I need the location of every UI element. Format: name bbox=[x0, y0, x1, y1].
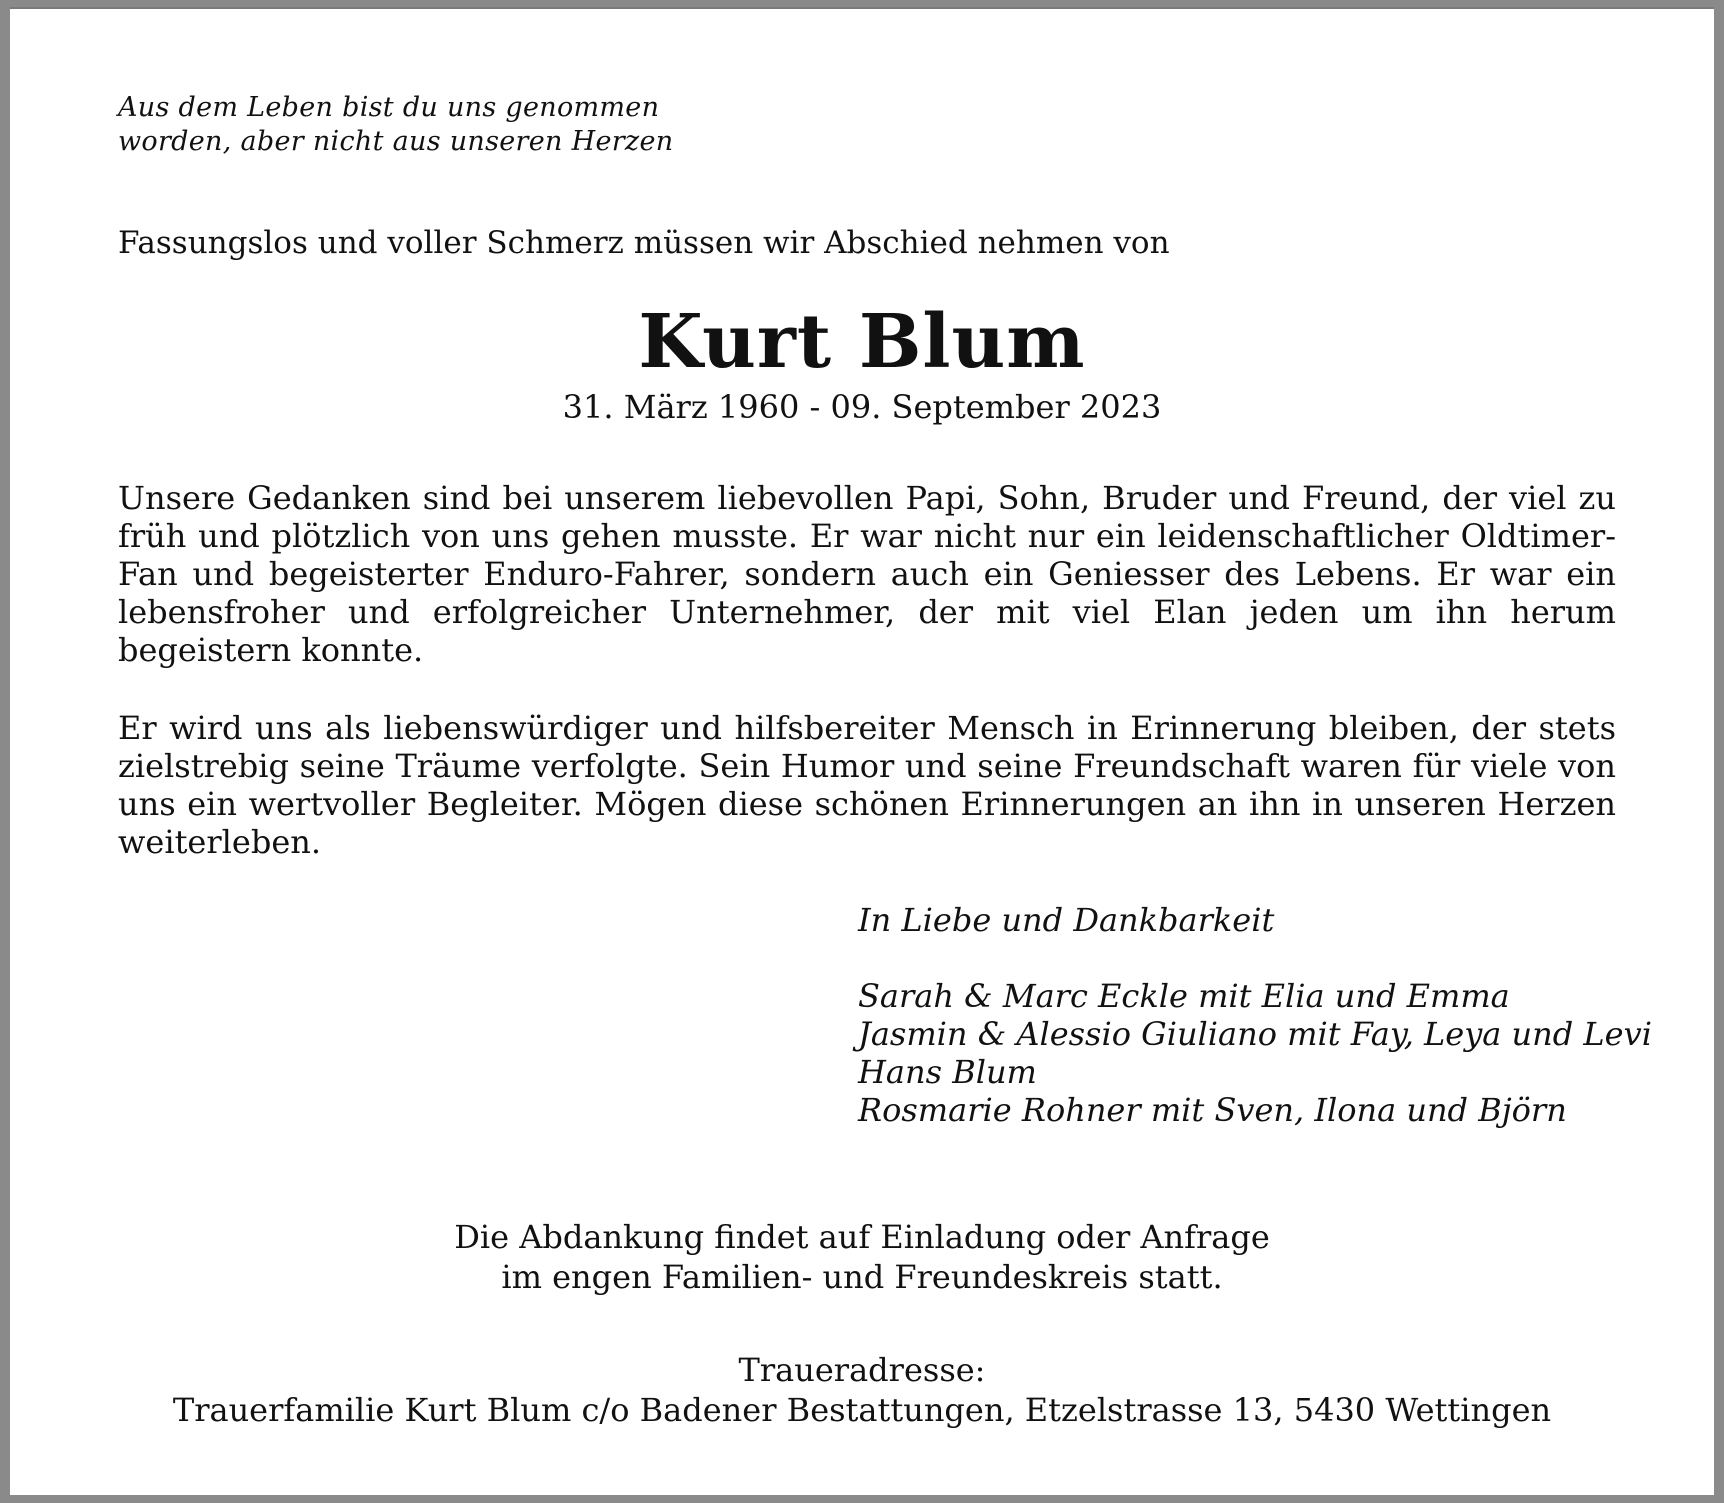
ceremony-line-1: Die Abdankung findet auf Einladung oder Anfrage bbox=[454, 1218, 1270, 1256]
life-dates: 31. März 1960 - 09. September 2023 bbox=[562, 388, 1162, 426]
family-member: Jasmin & Alessio Giuliano mit Fay, Leya und Levi bbox=[858, 1015, 1652, 1053]
family-list bbox=[858, 977, 1652, 1129]
tribute-paragraph-1: Unsere Gedanken sind bei unserem liebevollen Papi, Sohn, Bruder und Freund, der viel zu früh und plötzlich von uns gehen musste. Er war nicht nur ein leidenschaftlicher Oldtimer-Fan und begeisterter Enduro-Fahrer, sondern auch ein Geniesser des Lebens. Er war ein lebensfroher und erfolgreicher Unternehmer, der mit viel Elan jeden um ihn herum begeistern konnte. bbox=[118, 479, 1616, 669]
address-label: Traueradresse: bbox=[738, 1351, 986, 1389]
ceremony-notice bbox=[10, 1217, 1714, 1297]
family-member: Rosmarie Rohner mit Sven, Ilona und Björn bbox=[858, 1091, 1567, 1129]
mourning-address bbox=[10, 1350, 1714, 1430]
deceased-name: Kurt Blum bbox=[638, 299, 1086, 385]
tribute-paragraph-2: Er wird uns als liebenswürdiger und hilfsbereiter Mensch in Erinnerung bleiben, der stets zielstrebig seine Träume verfolgte. Sein Humor und seine Freundschaft waren für viele von uns ein wertvoller Begleiter. Mögen diese schönen Erinnerungen an ihn in unseren Herzen weiterleben. bbox=[118, 709, 1616, 861]
obituary-page bbox=[10, 7, 1714, 1495]
ceremony-line-2: im engen Familien- und Freundeskreis statt. bbox=[501, 1258, 1223, 1296]
intro-text: Fassungslos und voller Schmerz müssen wir Abschied nehmen von bbox=[118, 225, 1170, 261]
family-member: Sarah & Marc Eckle mit Elia und Emma bbox=[858, 977, 1510, 1015]
address-value: Trauerfamilie Kurt Blum c/o Badener Bestattungen, Etzelstrasse 13, 5430 Wettingen bbox=[172, 1391, 1552, 1429]
motto bbox=[118, 91, 673, 159]
motto-line-2: worden, aber nicht aus unseren Herzen bbox=[118, 126, 674, 157]
family-member: Hans Blum bbox=[858, 1053, 1037, 1091]
signoff: In Liebe und Dankbarkeit bbox=[858, 901, 1275, 939]
motto-line-1: Aus dem Leben bist du uns genommen bbox=[118, 92, 660, 123]
